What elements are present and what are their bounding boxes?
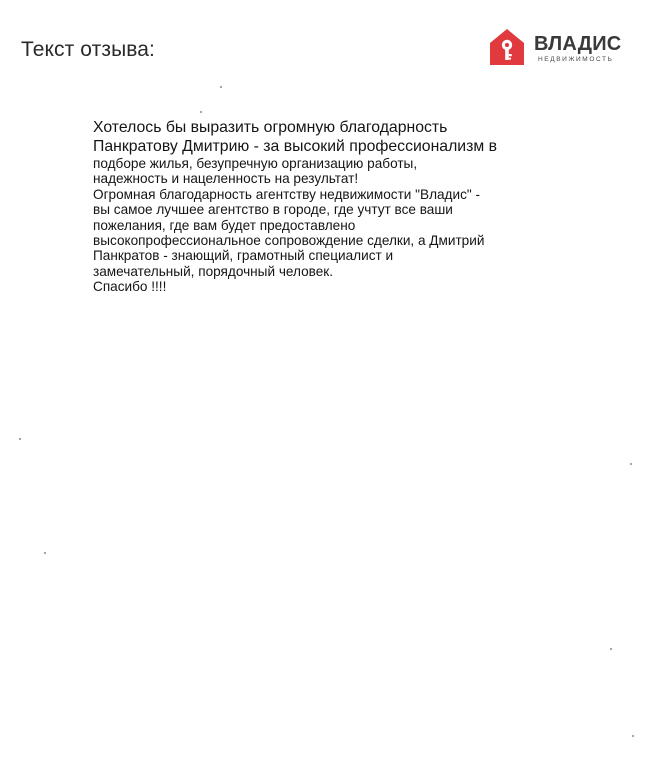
- logo-subtitle: НЕДВИЖИМОСТЬ: [538, 56, 614, 63]
- review-line: замечательный, порядочный человек.: [93, 263, 334, 279]
- scan-speck: [630, 463, 632, 465]
- review-line: надежность и нацеленность на результат!: [93, 171, 359, 187]
- scan-speck: [220, 86, 222, 88]
- review-line: вы самое лучшее агентство в городе, где учтут все ваши: [93, 202, 453, 218]
- review-text: [93, 118, 613, 295]
- review-line: Спасибо !!!!: [93, 279, 167, 295]
- review-line: Хотелось бы выразить огромную благодарность: [93, 119, 448, 136]
- review-line: подборе жилья, безупречную организацию работы,: [93, 156, 418, 171]
- review-line: высокопрофессиональное сопровождение сделки, а Дмитрий: [93, 233, 485, 249]
- scan-speck: [632, 735, 634, 737]
- review-line: Панкратову Дмитрию - за высокий профессионализм в: [93, 138, 498, 155]
- logo-name: ВЛАДИС: [534, 33, 622, 55]
- review-line: пожелания, где вам будет предоставлено: [93, 217, 356, 233]
- scan-speck: [610, 648, 612, 650]
- house-key-icon: [488, 28, 526, 66]
- review-line: Огромная благодарность агентству недвижимости "Владис" -: [93, 186, 481, 202]
- scan-speck: [44, 552, 46, 554]
- review-line: Панкратов - знающий, грамотный специалист и: [93, 248, 394, 264]
- page-heading: Текст отзыва:: [21, 38, 155, 61]
- company-logo: [488, 28, 632, 68]
- scan-speck: [19, 438, 21, 440]
- scan-speck: [200, 111, 202, 113]
